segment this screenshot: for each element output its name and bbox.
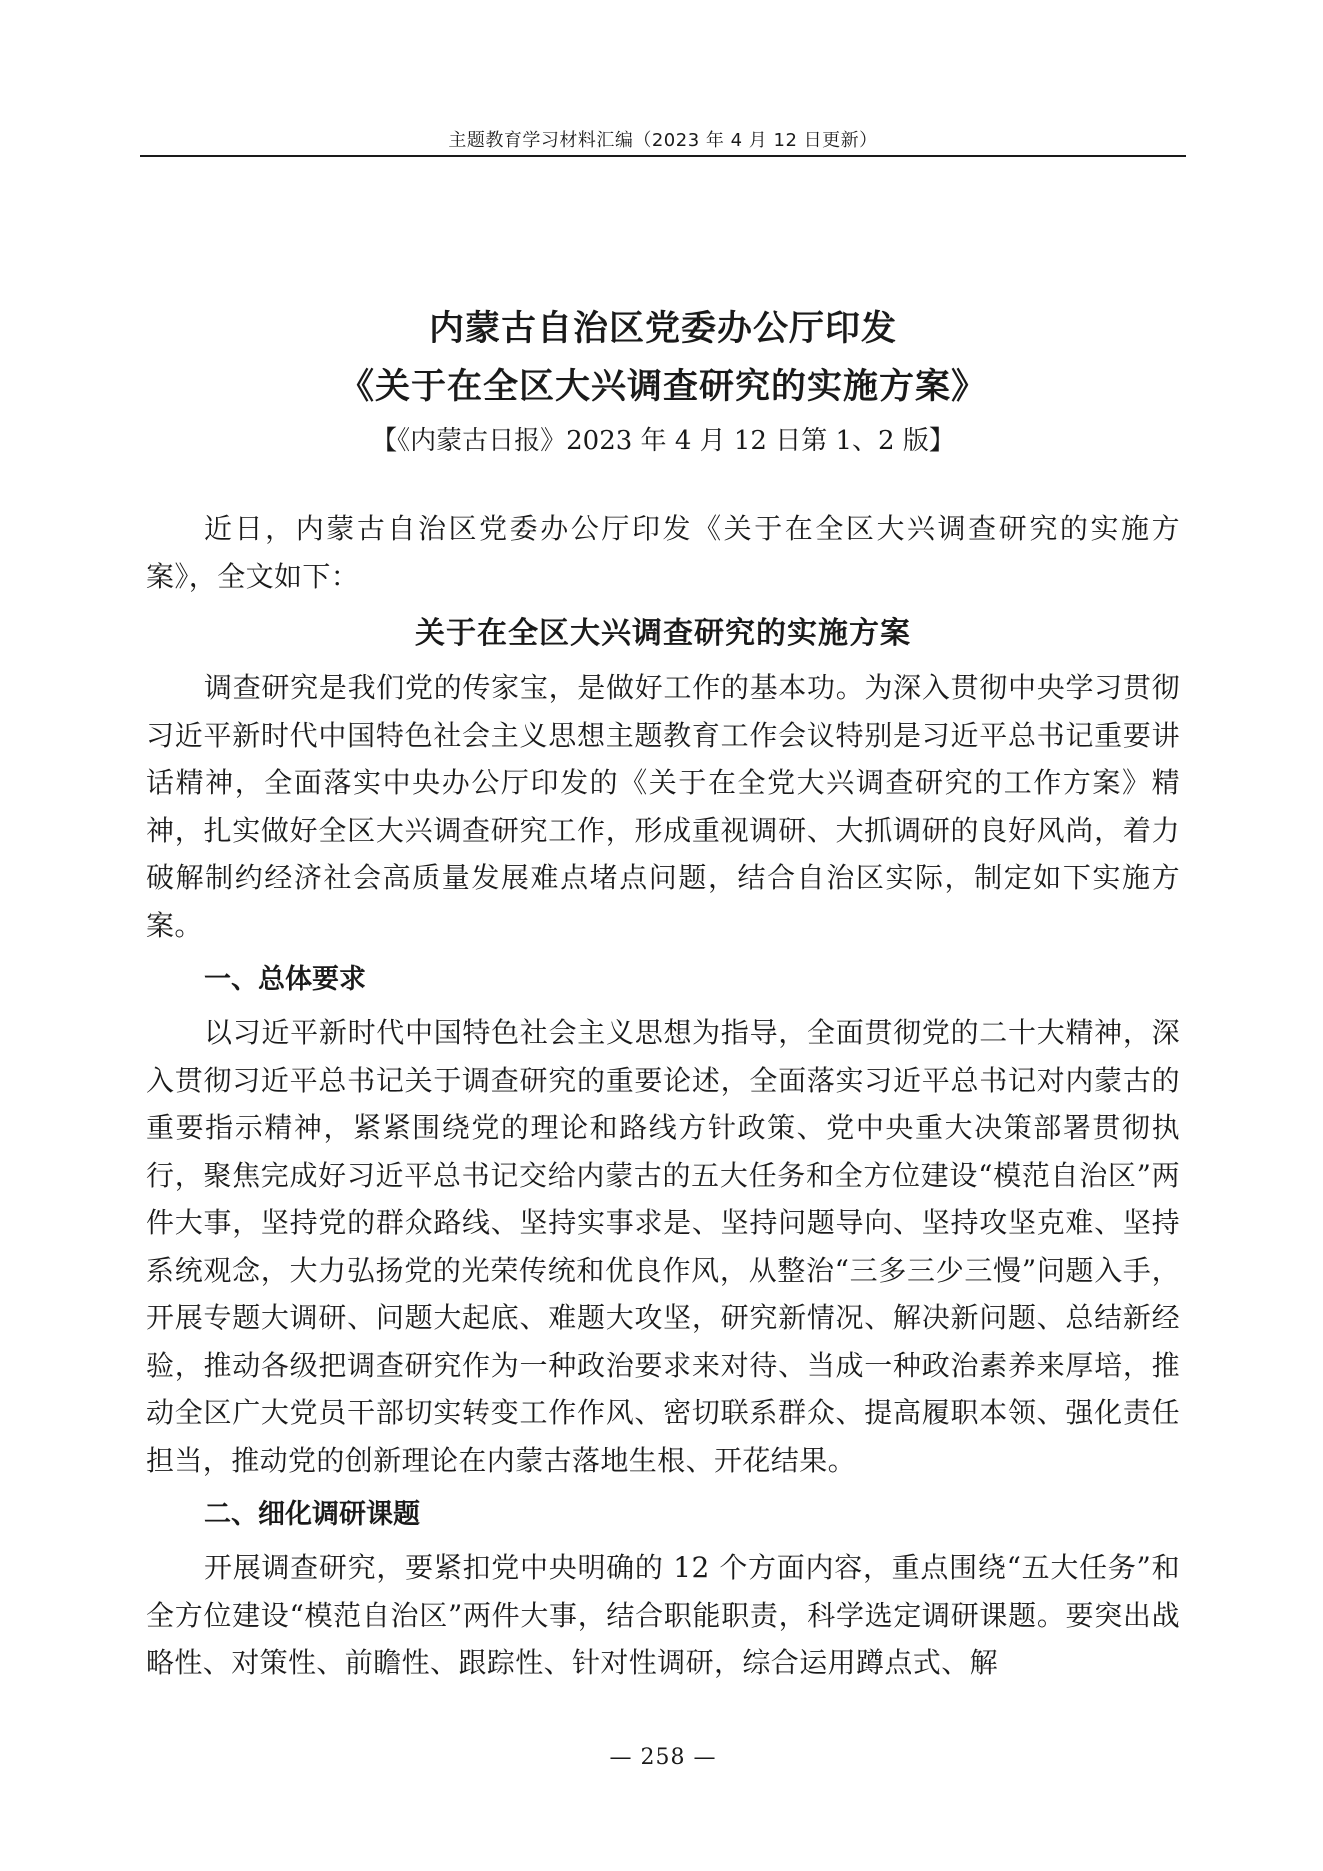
section-paragraph-general-requirements: 以习近平新时代中国特色社会主义思想为指导，全面贯彻党的二十大精神，深入贯彻习近平总书记关于调查研究的重要论述，全面落实习近平总书记对内蒙古的重要指示精神，紧紧围绕党的理论和路线方针政策、党中央重大决策部署贯彻执行，聚焦完成好习近平总书记交给内蒙古的五大任务和全方位建设“模范自治区”两件大事，坚持党的群众路线、坚持实事求是、坚持问题导向、坚持攻坚克难、坚持系统观念，大力弘扬党的光荣传统和优良作风，从整治“三多三少三慢”问题入手，开展专题大调研、问题大起底、难题大攻坚，研究新情况、解决新问题、总结新经验，推动各级把调查研究作为一种政治要求来对待、当成一种政治素养来厚培，推动全区广大党员干部切实转变工作作风、密切联系群众、提高履职本领、强化责任担当，推动党的创新理论在内蒙古落地生根、开花结果。 [146,1016,1180,1477]
section-heading-general-requirements: 一、总体要求 [204,964,366,995]
running-header: 主题教育学习材料汇编（2023 年 4 月 12 日更新） [448,130,878,151]
page-title-line-2: 《关于在全区大兴调查研究的实施方案》 [338,366,987,407]
section-heading-research-topics: 二、细化调研课题 [204,1499,420,1530]
section-paragraph-research-topics: 开展调查研究，要紧扣党中央明确的 12 个方面内容，重点围绕“五大任务”和全方位建设“模范自治区”两件大事，结合职能职责，科学选定调研课题。要突出战略性、对策性、前瞻性、跟踪性、针对性调研，综合运用蹲点式、解 [146,1551,1180,1679]
source-citation: 【《内蒙古日报》2023 年 4 月 12 日第 1、2 版】 [371,426,955,456]
title-block [140,300,1186,464]
page-title-line-1: 内蒙古自治区党委办公厅印发 [428,308,897,349]
intro-paragraph: 近日，内蒙古自治区党委办公厅印发《关于在全区大兴调查研究的实施方案》，全文如下： [146,512,1180,593]
document-subtitle: 关于在全区大兴调查研究的实施方案 [415,616,911,651]
header-divider [140,155,1186,157]
preamble-paragraph: 调查研究是我们党的传家宝，是做好工作的基本功。为深入贯彻中央学习贯彻习近平新时代中国特色社会主义思想主题教育工作会议特别是习近平总书记重要讲话精神，全面落实中央办公厅印发的《关于在全党大兴调查研究的工作方案》精神，扎实做好全区大兴调查研究工作，形成重视调研、大抓调研的良好风尚，着力破解制约经济社会高质量发展难点堵点问题，结合自治区实际，制定如下实施方案。 [146,671,1180,942]
article-body [146,505,1180,1687]
page-number: — 258 — [609,1745,717,1770]
